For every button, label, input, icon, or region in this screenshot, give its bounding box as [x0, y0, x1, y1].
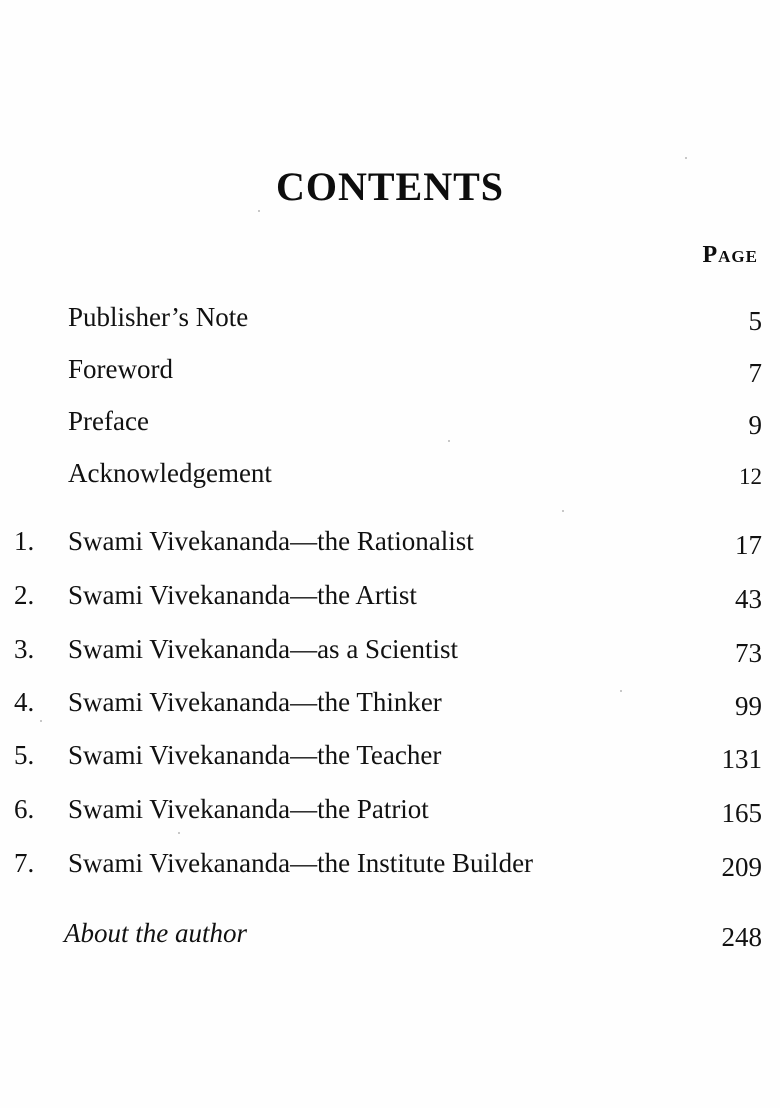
chapter-page: 165 [721, 798, 762, 828]
toc-entry-acknowledgement [0, 453, 780, 493]
chapter-title: Swami Vivekananda—the Artist [68, 580, 417, 610]
toc-entry-page: 248 [721, 922, 762, 952]
toc-entry-preface [0, 401, 780, 441]
scan-speck [258, 210, 260, 212]
scan-speck [620, 690, 622, 692]
chapter-number: 4. [14, 687, 35, 717]
toc-chapter-6 [0, 789, 780, 829]
scan-speck [178, 832, 180, 834]
chapter-number: 5. [14, 740, 35, 770]
chapter-page: 73 [735, 638, 762, 668]
scan-speck [562, 510, 564, 512]
toc-chapter-4 [0, 682, 780, 722]
toc-entry-label: Foreword [68, 354, 173, 384]
scan-speck [685, 157, 687, 159]
toc-entry-page: 12 [739, 464, 762, 489]
chapter-title: Swami Vivekananda—the Patriot [68, 794, 429, 824]
toc-chapter-5 [0, 735, 780, 775]
toc-entry-page: 9 [748, 410, 762, 440]
chapter-page: 209 [721, 852, 762, 882]
chapter-number: 1. [14, 526, 35, 556]
toc-entry-page: 5 [748, 306, 762, 336]
chapter-number: 2. [14, 580, 35, 610]
chapter-title: Swami Vivekananda—as a Scientist [68, 634, 459, 664]
chapter-title: Swami Vivekananda—the Teacher [68, 740, 442, 770]
chapter-title: Swami Vivekananda—the Rationalist [68, 526, 474, 556]
toc-chapter-2 [0, 575, 780, 615]
chapter-page: 43 [735, 584, 762, 614]
toc-entry-page: 7 [748, 358, 762, 388]
chapter-page: 131 [721, 744, 762, 774]
toc-chapter-1 [0, 521, 780, 561]
chapter-title: Swami Vivekananda—the Thinker [68, 687, 442, 717]
chapter-page: 99 [735, 691, 762, 721]
chapter-number: 3. [14, 634, 35, 664]
toc-entry-foreword [0, 349, 780, 389]
toc-chapter-7 [0, 843, 780, 883]
page-column-heading: Page [702, 242, 758, 268]
toc-entry-about-the-author [0, 913, 780, 953]
toc-chapter-3 [0, 629, 780, 669]
scan-speck [448, 440, 450, 442]
chapter-title: Swami Vivekananda—the Institute Builder [68, 848, 534, 878]
page-title: CONTENTS [275, 164, 505, 209]
chapter-number: 6. [14, 794, 35, 824]
toc-entry-publishers-note [0, 297, 780, 337]
toc-entry-label: Publisher’s Note [68, 302, 249, 332]
toc-entry-label: Acknowledgement [68, 458, 272, 488]
scan-speck [40, 720, 42, 722]
toc-entry-label: Preface [68, 406, 149, 436]
toc-entry-label: About the author [64, 918, 247, 948]
chapter-number: 7. [14, 848, 35, 878]
chapter-page: 17 [735, 530, 762, 560]
